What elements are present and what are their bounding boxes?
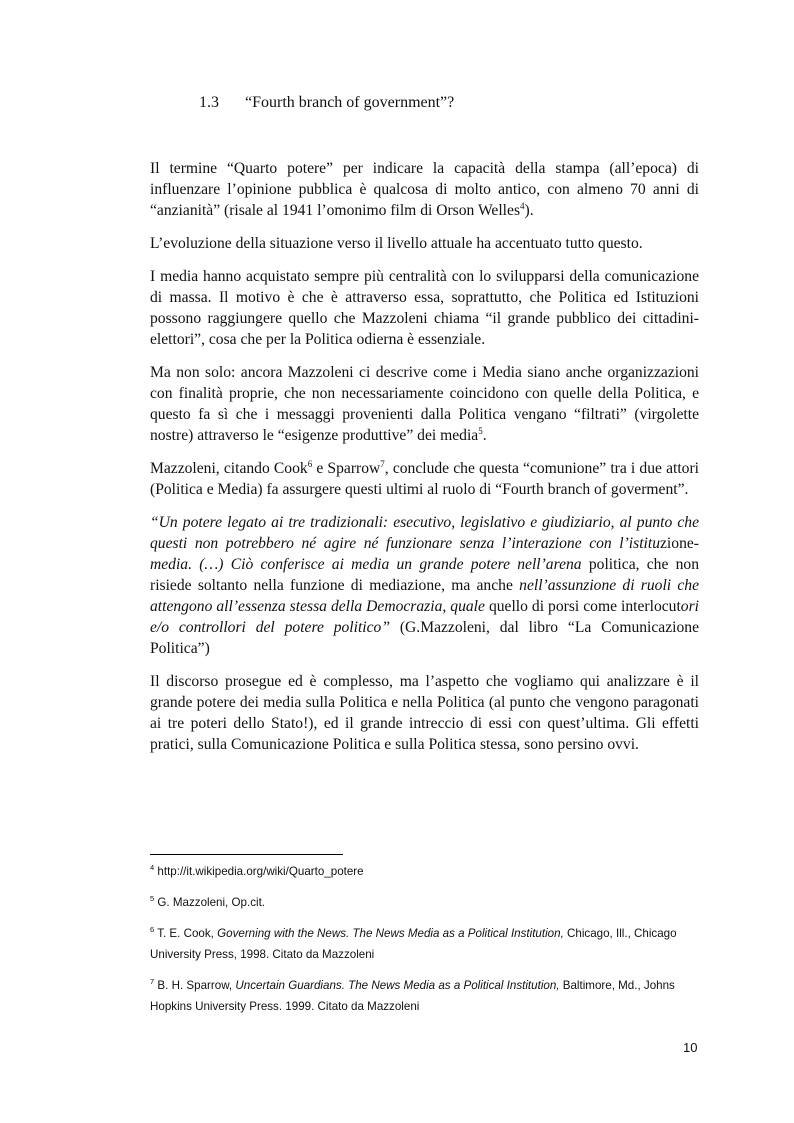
quote-text: zione (660, 535, 694, 552)
paragraph (150, 362, 699, 446)
footnote (150, 975, 700, 1017)
footnote (150, 861, 700, 882)
paragraph (150, 671, 699, 755)
block-quote (150, 512, 699, 659)
paragraph-text: I media hanno acquistato sempre più centralità con lo svilupparsi della comunicazione di massa. Il motivo è che è attraverso essa, soprattutto, che Politica ed Istituzioni possono raggiungere quello che Mazzoleni chiama “il grande pubblico dei cittadini-elettori”, cosa che per la Politica odierna è essenziale. (150, 268, 699, 348)
paragraph (150, 266, 699, 350)
paragraph-text: Mazzoleni, citando Cook (150, 460, 308, 477)
footnote-link[interactable]: http://it.wikipedia.org/wiki/Quarto_potere (157, 865, 364, 878)
footnote-text: G. Mazzoleni, Op.cit. (157, 896, 266, 909)
quote-text: quello di porsi come interlocut (488, 598, 681, 615)
footnote-text: Baltimore, Md., Johns Hopkins University Press. 1999. Citato da Mazzoleni (150, 979, 675, 1013)
section-number: 1.3 (199, 94, 219, 111)
footnote-ref[interactable]: 7 (380, 458, 385, 469)
footnote (150, 892, 700, 913)
footnote-text: T. E. Cook, (157, 927, 218, 940)
footnote-title: Uncertain Guardians. The News Media as a Political Institution, (235, 979, 560, 992)
footnote-number: 4 (150, 863, 155, 873)
footnote-number: 6 (150, 925, 155, 935)
footnote-text: B. H. Sparrow, (157, 979, 236, 992)
footnote-ref[interactable]: 6 (307, 458, 313, 469)
paragraph (150, 158, 699, 221)
footnote-ref[interactable]: 5 (478, 425, 483, 436)
footnote-ref[interactable]: 4 (520, 200, 525, 211)
paragraph (150, 458, 699, 500)
footnote (150, 923, 700, 965)
page-number: 10 (683, 1040, 698, 1055)
paragraph-text: , conclude che questa “comunione” tra i due attori (Politica e Media) fa assurgere questi ultimi al ruolo di “Fourth branch of goverment”. (150, 460, 699, 498)
paragraph-text: e Sparrow (312, 460, 381, 477)
body-text (150, 158, 699, 767)
footnote-text: Chicago, Ill., Chicago University Press, 1998. Citato da Mazzoleni (150, 927, 677, 961)
quote-text: ori e/o controllori del potere politico” (150, 598, 699, 636)
paragraph-text: L’evoluzione della situazione verso il livello attuale ha accentuato tutto questo. (150, 235, 643, 252)
section-title: “Fourth branch of government”? (245, 94, 455, 111)
paragraph-text: . (482, 427, 487, 444)
quote-text: -media. (…) Ciò conferisce ai media un grande potere nell’arena (150, 535, 699, 573)
paragraph (150, 233, 699, 254)
quote-text: nell’assunzione di ruoli che attengono all’essenza stessa della Democrazia, quale (150, 577, 700, 615)
paragraph-text: Il termine “Quarto potere” per indicare la capacità della stampa (all’epoca) di influenzare l’opinione pubblica è qualcosa di molto antico, con almeno 70 anni di “anzianità” (risale al 1941 l’omonimo film di Orson Welles (150, 160, 699, 219)
footnote-number: 7 (150, 977, 155, 987)
section-heading (199, 94, 454, 112)
paragraph-text: ). (524, 202, 534, 219)
footnote-separator (150, 854, 343, 855)
quote-text: politica, che non risiede soltanto nella funzione di mediazione, ma anche (150, 556, 700, 594)
footnote-number: 5 (150, 894, 155, 904)
paragraph-text: Il discorso prosegue ed è complesso, ma l’aspetto che vogliamo qui analizzare è il grande potere dei media sulla Politica e nella Politica (al punto che vengono paragonati ai tre poteri dello Stato!), ed il grande intreccio di essi con quest’ultima. Gli effetti pratici, sulla Comunicazione Politica e sulla Politica stessa, sono persino ovvi. (150, 673, 699, 753)
quote-text: “Un potere legato ai tre tradizionali: esecutivo, legislativo e giudiziario, al punto che questi non potrebbero né agire né funzionare senza l’interazione con l’istitu (150, 514, 699, 552)
footnote-title: Governing with the News. The News Media as a Political Institution, (217, 927, 564, 940)
footnotes (150, 861, 700, 1027)
quote-citation: (G.Mazzoleni, dal libro “La Comunicazione Politica”) (150, 619, 699, 657)
paragraph-text: Ma non solo: ancora Mazzoleni ci descrive come i Media siano anche organizzazioni con finalità proprie, che non necessariamente coincidono con quelle della Politica, e questo fa sì che i messaggi provenienti dalla Politica vengano “filtrati” (virgolette nostre) attraverso le “esigenze produttive” dei media (150, 364, 699, 444)
